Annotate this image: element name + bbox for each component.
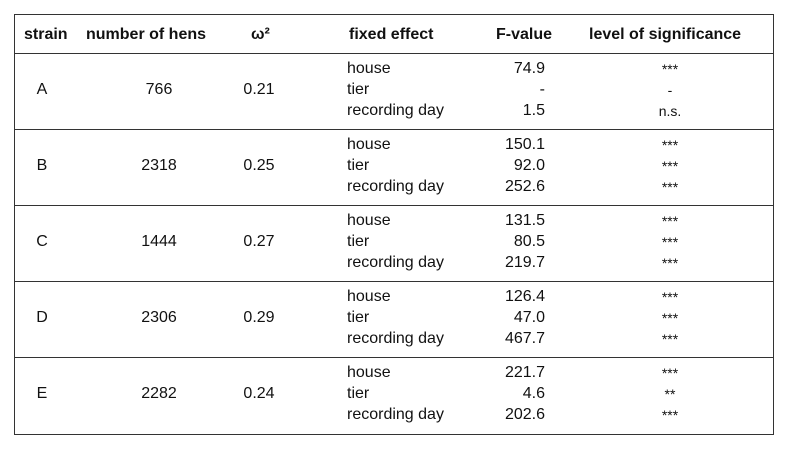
effect-cell: house xyxy=(347,288,391,305)
table-row xyxy=(15,281,773,358)
hens-cell: 2306 xyxy=(141,309,177,326)
table-row xyxy=(15,53,773,130)
effect-cell: house xyxy=(347,364,391,381)
header-fixed-effect: fixed effect xyxy=(349,26,434,43)
significance-cell: *** xyxy=(661,289,679,305)
table-row xyxy=(15,357,773,434)
effect-cell: recording day xyxy=(347,330,444,347)
f-value-cell: 252.6 xyxy=(504,178,545,195)
omega-cell: 0.27 xyxy=(243,233,275,250)
effect-cell: tier xyxy=(347,157,370,174)
effect-cell: recording day xyxy=(347,178,444,195)
f-value-cell: 1.5 xyxy=(522,102,545,119)
significance-cell: n.s. xyxy=(658,103,682,119)
significance-cell: ** xyxy=(664,386,676,402)
omega-cell: 0.29 xyxy=(243,309,275,326)
f-value-cell: 221.7 xyxy=(504,364,545,381)
effect-cell: tier xyxy=(347,81,370,98)
effect-cell: tier xyxy=(347,233,370,250)
significance-cell: *** xyxy=(661,407,679,423)
hens-cell: 766 xyxy=(145,81,173,98)
f-value-cell: 92.0 xyxy=(513,157,545,174)
effect-cell: recording day xyxy=(347,102,444,119)
strain-cell: A xyxy=(36,81,48,98)
omega-cell: 0.25 xyxy=(243,157,275,174)
table-header xyxy=(15,15,773,53)
effect-cell: house xyxy=(347,60,391,77)
f-value-cell: 126.4 xyxy=(504,288,545,305)
significance-cell: *** xyxy=(661,365,679,381)
significance-cell: *** xyxy=(661,158,679,174)
f-value-cell: 467.7 xyxy=(504,330,545,347)
f-value-cell: 131.5 xyxy=(504,212,545,229)
hens-cell: 2318 xyxy=(141,157,177,174)
header-strain: strain xyxy=(24,26,68,43)
significance-cell: *** xyxy=(661,331,679,347)
header-omega-squared: ω² xyxy=(251,26,270,43)
f-value-cell: 80.5 xyxy=(513,233,545,250)
significance-cell: *** xyxy=(661,234,679,250)
hens-cell: 2282 xyxy=(141,385,177,402)
significance-cell: *** xyxy=(661,137,679,153)
significance-cell: *** xyxy=(661,255,679,271)
table-row xyxy=(15,129,773,206)
f-value-cell: 74.9 xyxy=(513,60,545,77)
table-row xyxy=(15,205,773,282)
strain-cell: E xyxy=(36,385,48,402)
header-level-of-significance: level of significance xyxy=(589,26,742,43)
significance-cell: *** xyxy=(661,213,679,229)
effect-cell: house xyxy=(347,136,391,153)
significance-cell: *** xyxy=(661,61,679,77)
strain-cell: B xyxy=(36,157,48,174)
f-value-cell: 150.1 xyxy=(504,136,545,153)
omega-cell: 0.21 xyxy=(243,81,275,98)
significance-cell: *** xyxy=(661,310,679,326)
header-number-of-hens: number of hens xyxy=(86,26,207,43)
f-value-cell: 219.7 xyxy=(504,254,545,271)
significance-cell: - xyxy=(667,82,673,98)
strain-cell: C xyxy=(36,233,48,250)
strain-cell: D xyxy=(36,309,48,326)
f-value-cell: 4.6 xyxy=(522,385,545,402)
effect-cell: recording day xyxy=(347,406,444,423)
omega-cell: 0.24 xyxy=(243,385,275,402)
header-f-value: F-value xyxy=(496,26,553,43)
effect-cell: tier xyxy=(347,309,370,326)
effect-cell: house xyxy=(347,212,391,229)
effect-cell: recording day xyxy=(347,254,444,271)
f-value-cell: - xyxy=(539,81,545,98)
hens-cell: 1444 xyxy=(141,233,177,250)
f-value-cell: 47.0 xyxy=(513,309,545,326)
effect-cell: tier xyxy=(347,385,370,402)
significance-cell: *** xyxy=(661,179,679,195)
f-value-cell: 202.6 xyxy=(504,406,545,423)
results-table xyxy=(14,14,774,435)
